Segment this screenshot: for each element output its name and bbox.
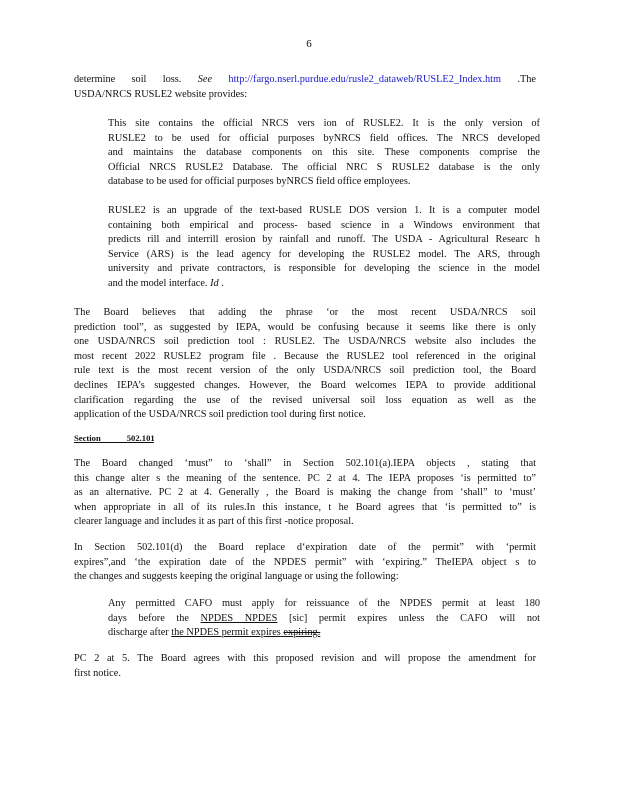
quote-line-text: and the model interface. (108, 277, 211, 289)
deleted-text: expiring. (283, 627, 321, 639)
paragraph-line: this change alter s the meaning of the sentence. PC 2 at 4. The IEPA proposes ‘is permitted to” (74, 472, 536, 484)
paragraph-line: The Board changed ‘must” to ‘shall” in Section 502.101(a).IEPA objects , stating that (74, 458, 536, 469)
quote-line-last (108, 277, 540, 292)
paragraph-line: one USDA/NRCS soil prediction tool : RUSLE2. The USDA/NRCS website also includes the (74, 336, 536, 348)
intro-paragraph (74, 73, 536, 102)
inserted-text: NPDES NPDES (200, 612, 278, 624)
quote-line: This site contains the official NRCS vers ion of RUSLE2. It is the only version of (108, 118, 540, 129)
section-number: 502.101 (126, 433, 155, 443)
see-signal: See (197, 74, 213, 85)
paragraph-line: expires”,and ‘the expiration date of the NPDES permit” with ‘expiring.” TheIEPA object s to (74, 556, 536, 568)
section-label: Section (74, 433, 101, 443)
paragraph-line: the changes and suggests keeping the original language or using the following: (74, 571, 399, 583)
paragraph-line: when appropriate in all of its rules.In this instance, t he Board agrees that ‘is permitted to” is (74, 501, 536, 513)
block-quote-2 (108, 204, 540, 292)
page-number: 6 (306, 38, 312, 50)
quote-line: Any permitted CAFO must apply for reissuance of the NPDES permit at least 180 (108, 598, 540, 609)
paragraph-line: The Board believes that adding the phrase ‘or the most recent USDA/NRCS soil (74, 307, 536, 318)
quote-line: RUSLE2 to be used for official purposes byNRCS field offices. The NRCS developed (108, 132, 540, 144)
quote-end: . (218, 277, 224, 289)
intro-text-end: .The (501, 74, 536, 85)
quote-line: Official NRCS RUSLE2 Database. The official NRC S RUSLE2 database is the only (108, 161, 540, 173)
quote-line: RUSLE2 is an upgrade of the text-based RUSLE DOS version 1. It is a computer model (108, 205, 540, 216)
rusle2-link[interactable]: http://fargo.nserl.purdue.edu/rusle2_dataweb/RUSLE2_Index.htm (228, 74, 502, 85)
quote-line: Service (ARS) is the lead agency for developing the RUSLE2 model. The ARS, through (108, 248, 540, 260)
quote-text: discharge after (108, 627, 172, 639)
paragraph-line: PC 2 at 5. The Board agrees with this proposed revision and will propose the amendment for (74, 653, 536, 664)
paragraph-line: In Section 502.101(d) the Board replace d‘expiration date of the permit” with ‘permit (74, 542, 536, 553)
quote-line (108, 626, 540, 641)
must-shall-paragraph (74, 457, 536, 530)
quote-line: predicts rill and interrill erosion by rainfall and runoff. The USDA - Agricultural Researc h (108, 234, 540, 246)
paragraph-line: clarification regarding the use of the revised universal soil loss equation as well as the (74, 394, 536, 406)
quote-line: university and private contractors, is responsible for developing the science in the model (108, 263, 540, 275)
inserted-text-words: the NPDES permit expires (171, 627, 281, 639)
block-quote-3 (108, 597, 540, 641)
section-heading (74, 431, 155, 446)
paragraph-line: first notice. (74, 667, 121, 679)
intro-line-2: USDA/NRCS RUSLE2 website provides: (74, 88, 248, 100)
paragraph-line: prediction tool”, as suggested by IEPA, would be confusing because it seems like there is only (74, 321, 536, 333)
block-quote-1 (108, 117, 540, 190)
proposal-paragraph (74, 652, 536, 681)
paragraph-line: most recent 2022 RUSLE2 program file . Because the RUSLE2 tool referenced in the original (74, 350, 536, 362)
quote-text: days before the (108, 612, 201, 624)
quote-line: database to be used for official purposes byNRCS field office employees. (108, 176, 411, 188)
quote-text: [sic] permit expires unless the CAFO will not (277, 612, 540, 624)
paragraph-line: as an alternative. PC 2 at 4. Generally , the Board is making the change from ‘shall” to ‘must’ (74, 487, 536, 499)
quote-line: and maintains the database components on this site. These components comprise the (108, 147, 540, 159)
inserted-text (171, 627, 320, 638)
intro-line-1 (74, 73, 536, 88)
paragraph-line: application of the USDA/NRCS soil prediction tool during first notice. (74, 409, 366, 421)
expiration-paragraph (74, 541, 536, 585)
id-citation: Id (210, 277, 219, 289)
section-underline (74, 442, 154, 443)
paragraph-line: rule text is the most recent version of the only USDA/NRCS soil prediction tool, the Board (74, 365, 536, 377)
quote-line: containing both empirical and process- based science in a Windows environment that (108, 219, 540, 231)
intro-text: determine soil loss. (74, 74, 198, 85)
quote-line (108, 612, 540, 627)
paragraph-line: declines IEPA’s suggested changes. However, the Board welcomes IEPA to provide additional (74, 379, 536, 391)
paragraph-line: clearer language and includes it as part of this first -notice proposal. (74, 516, 354, 528)
board-response-paragraph (74, 306, 536, 423)
